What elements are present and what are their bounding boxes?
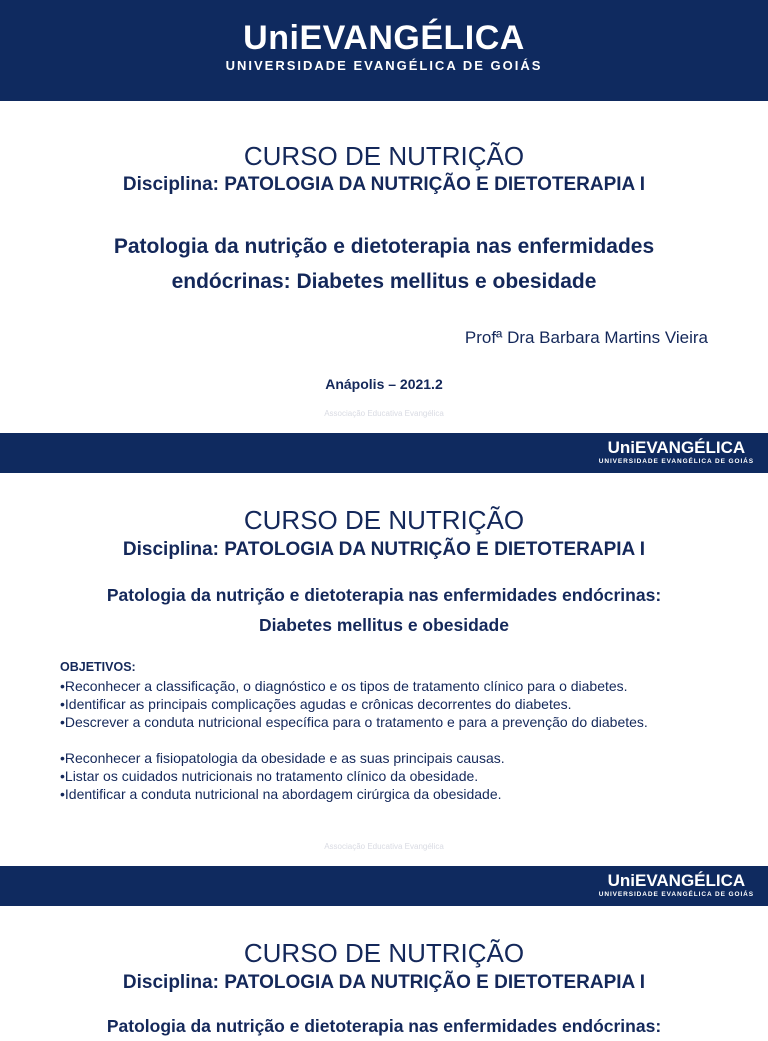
slide2-footer: Associação Educativa Evangélica bbox=[324, 842, 444, 851]
slide2-header-band bbox=[0, 433, 768, 473]
slide2-course-title: CURSO DE NUTRIÇÃO bbox=[243, 505, 525, 535]
slide1-footer: Associação Educativa Evangélica bbox=[324, 409, 444, 418]
objectives-heading: OBJETIVOS: bbox=[60, 660, 136, 674]
objectives-obesity-list bbox=[60, 749, 505, 803]
slide3-title-line1: Patologia da nutrição e dietoterapia nas enfermidades endócrinas: bbox=[106, 1016, 662, 1036]
list-item: • Identificar a conduta nutricional na abordagem cirúrgica da obesidade. bbox=[60, 785, 505, 803]
slide1-header-band bbox=[0, 0, 768, 101]
logo-name: UniEVANGÉLICA bbox=[607, 871, 746, 890]
slide3-header-band bbox=[0, 866, 768, 906]
list-item: • Identificar as principais complicações agudas e crônicas decorrentes do diabetes. bbox=[60, 695, 648, 713]
slide1-title-line1: Patologia da nutrição e dietoterapia nas enfermidades bbox=[113, 235, 655, 258]
university-logo bbox=[0, 18, 768, 74]
slide2-title-line2: Diabetes mellitus e obesidade bbox=[259, 615, 509, 635]
logo-subtitle: UNIVERSIDADE EVANGÉLICA DE GOIÁS bbox=[598, 891, 754, 898]
logo-subtitle: UNIVERSIDADE EVANGÉLICA DE GOIÁS bbox=[225, 58, 543, 73]
slide1-title-line2: endócrinas: Diabetes mellitus e obesidade bbox=[171, 270, 597, 293]
slide3-course-title: CURSO DE NUTRIÇÃO bbox=[243, 938, 525, 968]
list-item: • Descrever a conduta nutricional específica para o tratamento e para a prevenção do diabetes. bbox=[60, 713, 648, 731]
slide2-title-line1: Patologia da nutrição e dietoterapia nas enfermidades endócrinas: bbox=[106, 585, 662, 605]
objectives-diabetes-list bbox=[60, 677, 648, 731]
slide2-discipline: Disciplina: PATOLOGIA DA NUTRIÇÃO E DIETOTERAPIA I bbox=[122, 539, 646, 560]
slide1-discipline: Disciplina: PATOLOGIA DA NUTRIÇÃO E DIETOTERAPIA I bbox=[122, 174, 646, 195]
logo-subtitle: UNIVERSIDADE EVANGÉLICA DE GOIÁS bbox=[598, 458, 754, 465]
slide1-professor: Profª Dra Barbara Martins Vieira bbox=[464, 328, 708, 347]
university-logo-small bbox=[599, 438, 754, 466]
slide1-course-title: CURSO DE NUTRIÇÃO bbox=[243, 141, 525, 171]
logo-name: UniEVANGÉLICA bbox=[607, 438, 746, 457]
slide1-city-date: Anápolis – 2021.2 bbox=[325, 376, 443, 392]
logo-name: UniEVANGÉLICA bbox=[243, 19, 525, 57]
list-item: • Reconhecer a fisiopatologia da obesidade e as suas principais causas. bbox=[60, 749, 505, 767]
university-logo-small bbox=[599, 871, 754, 899]
list-item: • Reconhecer a classificação, o diagnóstico e os tipos de tratamento clínico para o diabetes. bbox=[60, 677, 648, 695]
slide3-discipline: Disciplina: PATOLOGIA DA NUTRIÇÃO E DIETOTERAPIA I bbox=[122, 972, 646, 993]
list-item: • Listar os cuidados nutricionais no tratamento clínico da obesidade. bbox=[60, 767, 505, 785]
